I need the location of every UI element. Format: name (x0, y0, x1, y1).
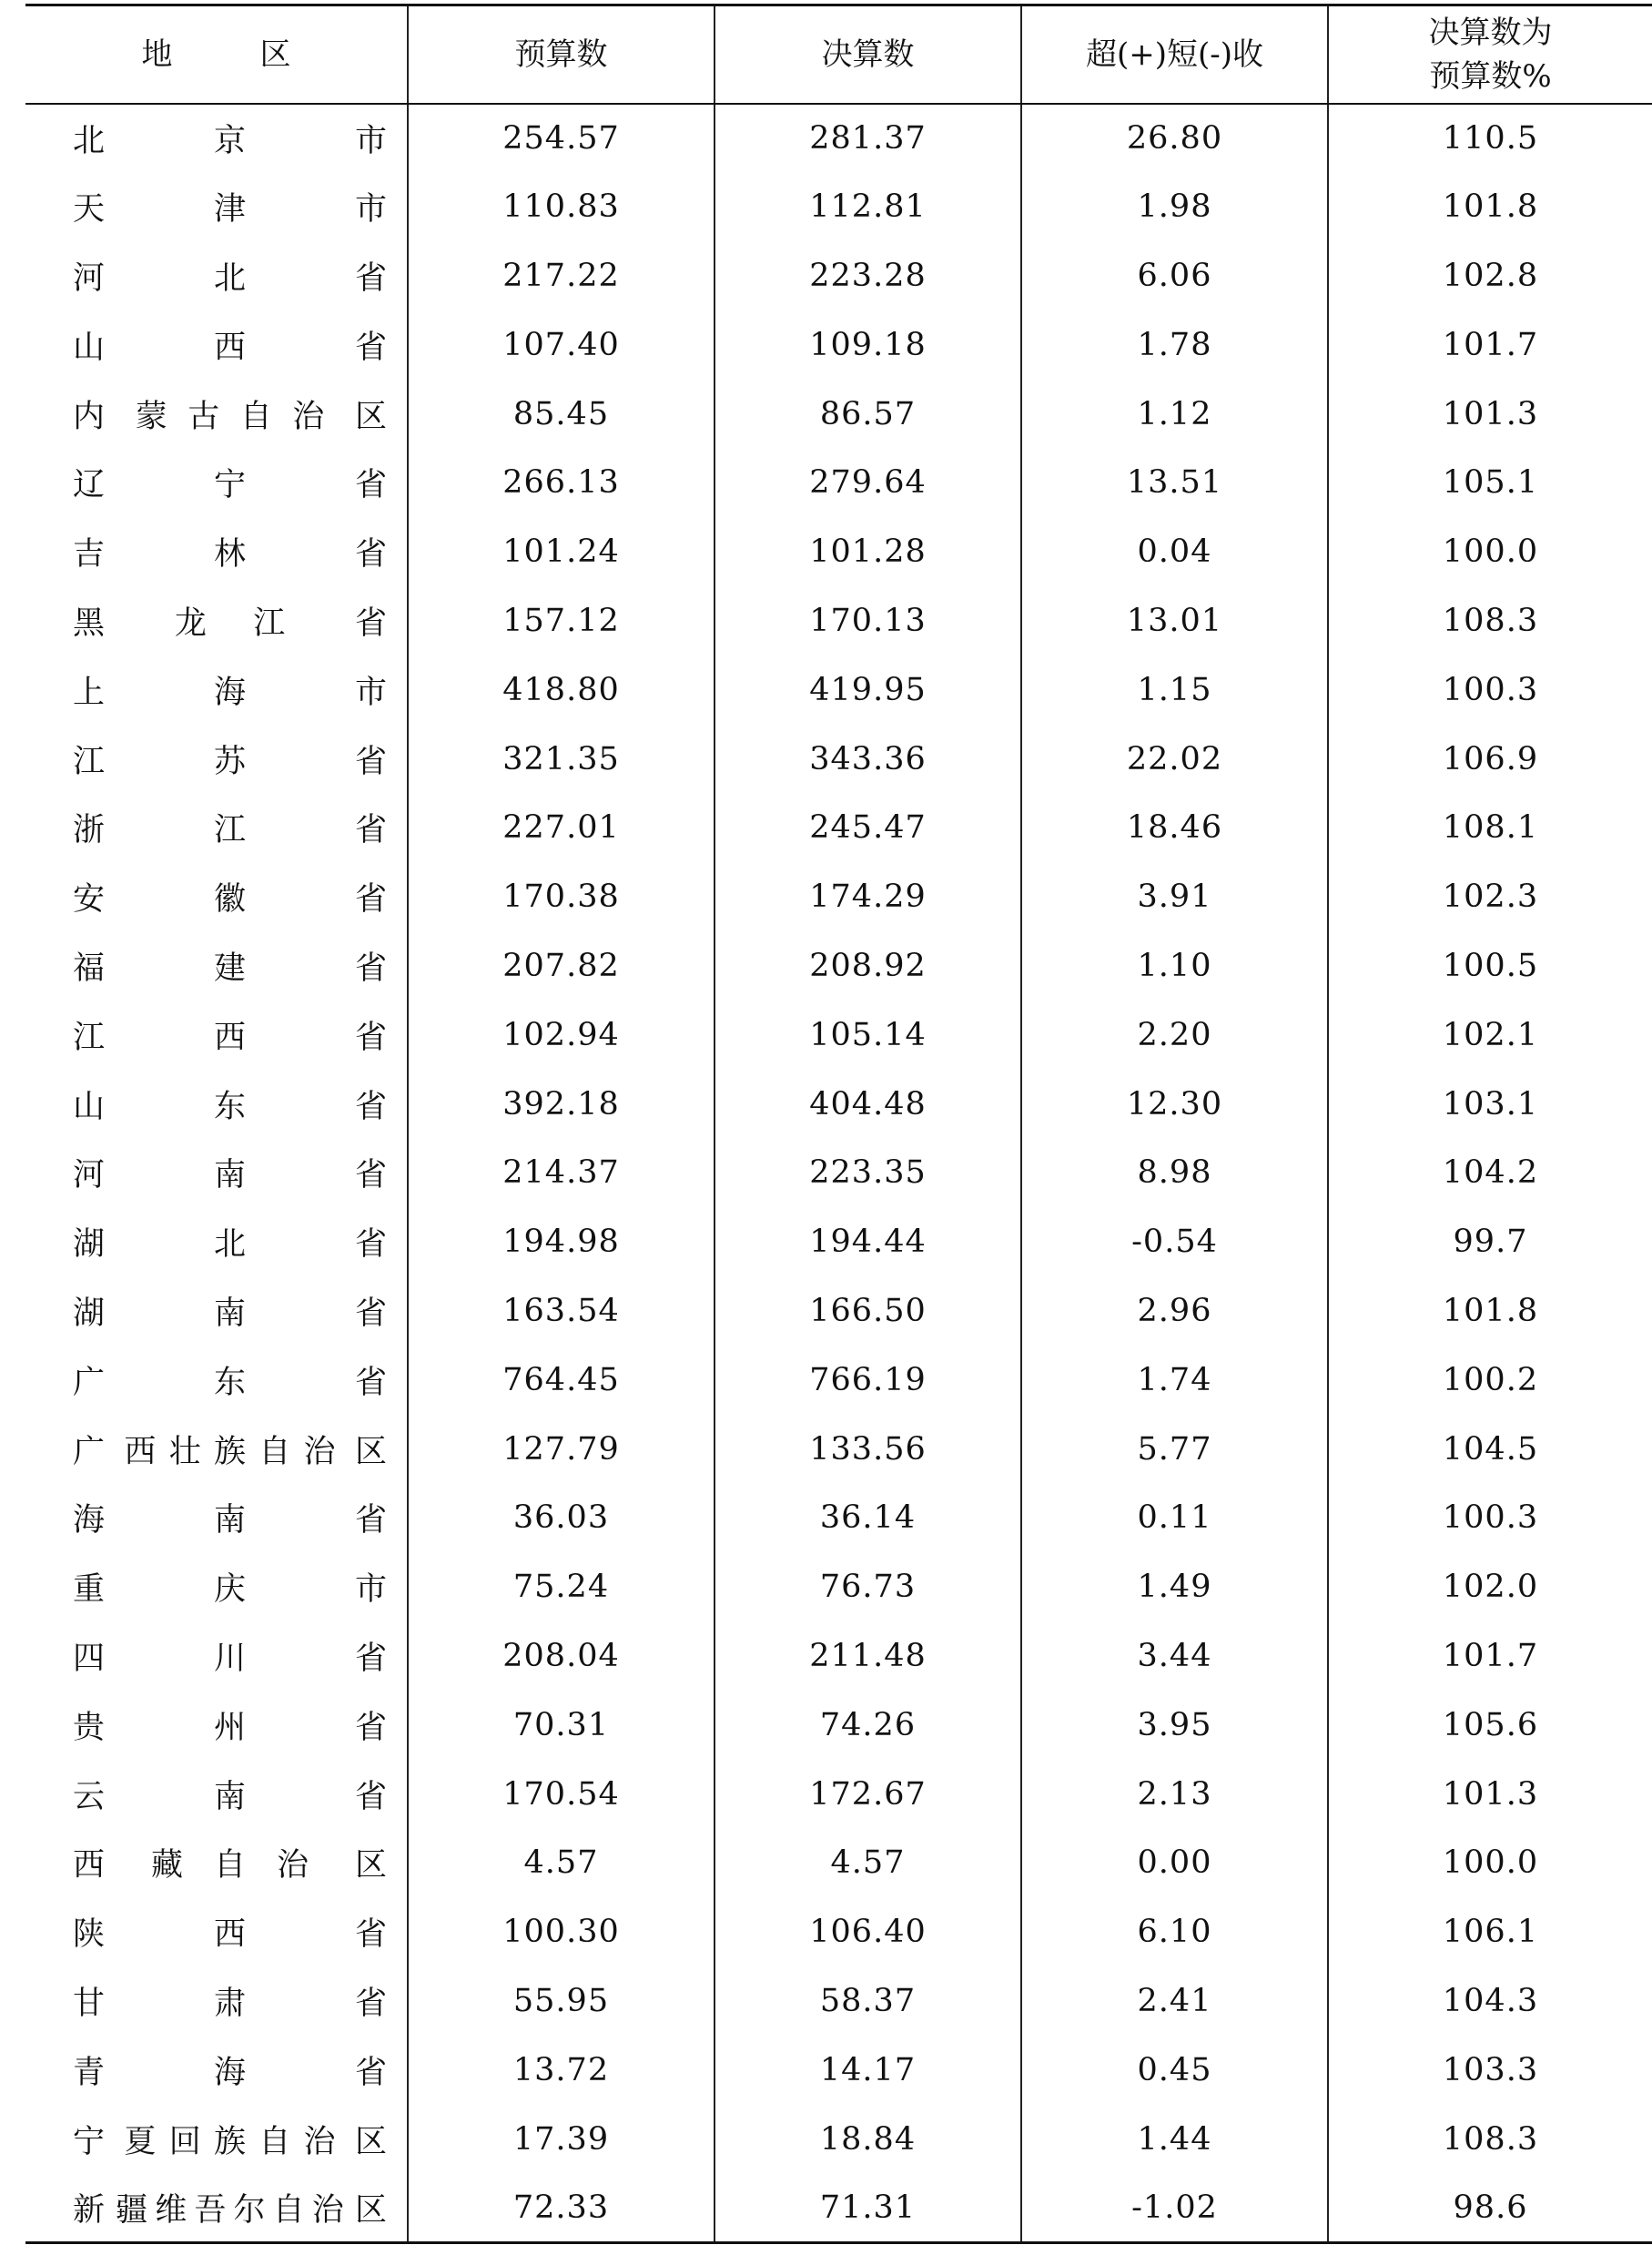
final-cell: 14.17 (715, 2036, 1021, 2105)
pct-cell: 105.6 (1328, 1691, 1652, 1760)
diff-cell: 0.04 (1021, 517, 1328, 586)
table-row (25, 1760, 1652, 1829)
final-cell: 101.28 (715, 517, 1021, 586)
budget-cell: 4.57 (408, 1828, 715, 1897)
diff-cell: -0.54 (1021, 1207, 1328, 1276)
pct-cell: 103.3 (1328, 2036, 1652, 2105)
table-row (25, 448, 1652, 517)
budget-cell: 72.33 (408, 2173, 715, 2242)
budget-cell: 764.45 (408, 1346, 715, 1415)
region-cell (25, 1483, 408, 1552)
budget-cell: 254.57 (408, 104, 715, 173)
region-cell (25, 1207, 408, 1276)
diff-cell: 1.15 (1021, 655, 1328, 725)
table-body (25, 104, 1652, 2243)
diff-cell: 18.46 (1021, 793, 1328, 862)
table-row (25, 1207, 1652, 1276)
pct-cell: 98.6 (1328, 2173, 1652, 2242)
pct-cell: 101.8 (1328, 172, 1652, 241)
budget-cell: 157.12 (408, 586, 715, 655)
table-row (25, 1483, 1652, 1552)
region-name: 甘 肃 省 (73, 1985, 387, 2022)
pct-cell: 100.3 (1328, 655, 1652, 725)
header-pct-line-2: 预算数% (1429, 57, 1552, 95)
final-cell: 109.18 (715, 310, 1021, 380)
diff-cell: 1.78 (1021, 310, 1328, 380)
final-cell: 86.57 (715, 380, 1021, 449)
diff-cell: 1.74 (1021, 1346, 1328, 1415)
pct-cell: 101.3 (1328, 1760, 1652, 1829)
table-row (25, 862, 1652, 931)
region-cell (25, 104, 408, 173)
region-name: 吉 林 省 (73, 536, 387, 574)
table-row (25, 725, 1652, 794)
region-name: 江 苏 省 (73, 743, 387, 780)
final-cell: 766.19 (715, 1346, 1021, 1415)
pct-cell: 100.5 (1328, 931, 1652, 1001)
region-name: 内 蒙 古 自 治 区 (73, 398, 387, 435)
region-name: 上 海 市 (73, 674, 387, 711)
final-cell: 281.37 (715, 104, 1021, 173)
final-cell: 71.31 (715, 2173, 1021, 2242)
table-row (25, 1691, 1652, 1760)
pct-cell: 105.1 (1328, 448, 1652, 517)
table-row (25, 931, 1652, 1001)
pct-cell: 102.1 (1328, 1001, 1652, 1070)
diff-cell: -1.02 (1021, 2173, 1328, 2242)
budget-cell: 321.35 (408, 725, 715, 794)
diff-cell: 0.00 (1021, 1828, 1328, 1897)
final-cell: 36.14 (715, 1483, 1021, 1552)
region-name: 天 津 市 (73, 191, 387, 229)
region-name: 陕 西 省 (73, 1916, 387, 1954)
table-row (25, 1001, 1652, 1070)
region-cell (25, 172, 408, 241)
region-cell (25, 725, 408, 794)
table-row (25, 380, 1652, 449)
region-name: 广 西 壮 族 自 治 区 (73, 1433, 387, 1470)
pct-cell: 102.3 (1328, 862, 1652, 931)
region-name: 宁 夏 回 族 自 治 区 (73, 2123, 387, 2160)
final-cell: 172.67 (715, 1760, 1021, 1829)
final-cell: 279.64 (715, 448, 1021, 517)
diff-cell: 0.45 (1021, 2036, 1328, 2105)
region-name: 重 庆 市 (73, 1571, 387, 1609)
region-cell (25, 1346, 408, 1415)
region-cell (25, 1897, 408, 1966)
region-cell (25, 655, 408, 725)
pct-cell: 108.3 (1328, 2105, 1652, 2174)
region-cell (25, 310, 408, 380)
table-row (25, 2036, 1652, 2105)
final-cell: 194.44 (715, 1207, 1021, 1276)
region-cell (25, 448, 408, 517)
table-row (25, 241, 1652, 310)
budget-cell: 85.45 (408, 380, 715, 449)
final-cell: 112.81 (715, 172, 1021, 241)
budget-cell: 75.24 (408, 1552, 715, 1621)
region-cell (25, 793, 408, 862)
pct-cell: 104.3 (1328, 1966, 1652, 2036)
header-diff: 超(+)短(-)收 (1021, 5, 1328, 104)
region-name: 湖 北 省 (73, 1226, 387, 1264)
budget-cell: 392.18 (408, 1070, 715, 1139)
diff-cell: 0.11 (1021, 1483, 1328, 1552)
region-cell (25, 1001, 408, 1070)
diff-cell: 3.91 (1021, 862, 1328, 931)
final-cell: 74.26 (715, 1691, 1021, 1760)
table-row (25, 1897, 1652, 1966)
table-row (25, 1138, 1652, 1207)
region-cell (25, 1621, 408, 1691)
region-cell (25, 241, 408, 310)
budget-table (25, 4, 1652, 2244)
budget-cell: 227.01 (408, 793, 715, 862)
table-row (25, 586, 1652, 655)
table-row (25, 2105, 1652, 2174)
table-row (25, 1346, 1652, 1415)
budget-cell: 55.95 (408, 1966, 715, 2036)
diff-cell: 8.98 (1021, 1138, 1328, 1207)
final-cell: 170.13 (715, 586, 1021, 655)
final-cell: 18.84 (715, 2105, 1021, 2174)
diff-cell: 2.20 (1021, 1001, 1328, 1070)
table-header (25, 5, 1652, 104)
header-region (25, 5, 408, 104)
budget-cell: 170.38 (408, 862, 715, 931)
diff-cell: 1.12 (1021, 380, 1328, 449)
table-row (25, 793, 1652, 862)
region-cell (25, 1552, 408, 1621)
table-row (25, 310, 1652, 380)
region-name: 江 西 省 (73, 1019, 387, 1056)
header-final: 决算数 (715, 5, 1021, 104)
pct-cell: 100.0 (1328, 1828, 1652, 1897)
budget-cell: 36.03 (408, 1483, 715, 1552)
region-cell (25, 1828, 408, 1897)
pct-cell: 106.9 (1328, 725, 1652, 794)
pct-cell: 101.7 (1328, 310, 1652, 380)
diff-cell: 5.77 (1021, 1415, 1328, 1484)
diff-cell: 13.51 (1021, 448, 1328, 517)
budget-cell: 17.39 (408, 2105, 715, 2174)
table-row (25, 2173, 1652, 2242)
pct-cell: 100.3 (1328, 1483, 1652, 1552)
final-cell: 245.47 (715, 793, 1021, 862)
budget-cell: 214.37 (408, 1138, 715, 1207)
pct-cell: 101.7 (1328, 1621, 1652, 1691)
budget-cell: 217.22 (408, 241, 715, 310)
region-name: 湖 南 省 (73, 1295, 387, 1332)
header-pct-line-1: 决算数为 (1428, 14, 1553, 51)
diff-cell: 2.96 (1021, 1276, 1328, 1346)
region-cell (25, 1966, 408, 2036)
final-cell: 223.28 (715, 241, 1021, 310)
region-cell (25, 1760, 408, 1829)
budget-cell: 102.94 (408, 1001, 715, 1070)
diff-cell: 1.49 (1021, 1552, 1328, 1621)
pct-cell: 102.0 (1328, 1552, 1652, 1621)
region-cell (25, 2036, 408, 2105)
region-cell (25, 1138, 408, 1207)
pct-cell: 104.2 (1328, 1138, 1652, 1207)
diff-cell: 3.95 (1021, 1691, 1328, 1760)
diff-cell: 22.02 (1021, 725, 1328, 794)
table-row (25, 517, 1652, 586)
region-name: 福 建 省 (73, 950, 387, 987)
final-cell: 133.56 (715, 1415, 1021, 1484)
pct-cell: 99.7 (1328, 1207, 1652, 1276)
budget-cell: 127.79 (408, 1415, 715, 1484)
pct-cell: 106.1 (1328, 1897, 1652, 1966)
region-cell (25, 2173, 408, 2242)
budget-cell: 100.30 (408, 1897, 715, 1966)
table-row (25, 104, 1652, 173)
budget-cell: 70.31 (408, 1691, 715, 1760)
diff-cell: 1.44 (1021, 2105, 1328, 2174)
pct-cell: 100.0 (1328, 517, 1652, 586)
region-name: 四 川 省 (73, 1640, 387, 1677)
diff-cell: 26.80 (1021, 104, 1328, 173)
diff-cell: 3.44 (1021, 1621, 1328, 1691)
table-row (25, 1552, 1652, 1621)
table-row (25, 1828, 1652, 1897)
header-pct (1328, 5, 1652, 104)
budget-cell: 170.54 (408, 1760, 715, 1829)
final-cell: 343.36 (715, 725, 1021, 794)
region-name: 安 徽 省 (73, 881, 387, 919)
region-name: 山 东 省 (73, 1088, 387, 1125)
region-name: 西 藏 自 治 区 (73, 1847, 387, 1884)
region-name: 青 海 省 (73, 2054, 387, 2091)
region-name: 云 南 省 (73, 1778, 387, 1815)
region-cell (25, 1070, 408, 1139)
pct-cell: 103.1 (1328, 1070, 1652, 1139)
budget-cell: 107.40 (408, 310, 715, 380)
region-name: 广 东 省 (73, 1364, 387, 1401)
region-cell (25, 517, 408, 586)
budget-cell: 266.13 (408, 448, 715, 517)
header-region-char-1: 地 (141, 36, 173, 73)
diff-cell: 1.10 (1021, 931, 1328, 1001)
final-cell: 223.35 (715, 1138, 1021, 1207)
region-cell (25, 1415, 408, 1484)
table-row (25, 655, 1652, 725)
pct-cell: 110.5 (1328, 104, 1652, 173)
diff-cell: 6.06 (1021, 241, 1328, 310)
region-cell (25, 1276, 408, 1346)
diff-cell: 13.01 (1021, 586, 1328, 655)
diff-cell: 12.30 (1021, 1070, 1328, 1139)
final-cell: 211.48 (715, 1621, 1021, 1691)
region-name: 黑 龙 江 省 (73, 604, 387, 642)
region-name: 海 南 省 (73, 1502, 387, 1539)
budget-cell: 13.72 (408, 2036, 715, 2105)
table-row (25, 1621, 1652, 1691)
region-cell (25, 586, 408, 655)
final-cell: 404.48 (715, 1070, 1021, 1139)
header-row (25, 5, 1652, 104)
budget-cell: 101.24 (408, 517, 715, 586)
pct-cell: 102.8 (1328, 241, 1652, 310)
region-name: 新 疆 维 吾 尔 自 治 区 (73, 2191, 387, 2229)
final-cell: 174.29 (715, 862, 1021, 931)
final-cell: 4.57 (715, 1828, 1021, 1897)
table-row (25, 172, 1652, 241)
budget-cell: 163.54 (408, 1276, 715, 1346)
pct-cell: 101.3 (1328, 380, 1652, 449)
final-cell: 58.37 (715, 1966, 1021, 2036)
budget-cell: 110.83 (408, 172, 715, 241)
header-budget: 预算数 (408, 5, 715, 104)
pct-cell: 108.3 (1328, 586, 1652, 655)
budget-cell: 194.98 (408, 1207, 715, 1276)
table-row (25, 1415, 1652, 1484)
budget-cell: 207.82 (408, 931, 715, 1001)
region-cell (25, 862, 408, 931)
region-name: 浙 江 省 (73, 812, 387, 849)
diff-cell: 2.13 (1021, 1760, 1328, 1829)
region-cell (25, 931, 408, 1001)
final-cell: 208.92 (715, 931, 1021, 1001)
region-name: 北 京 市 (73, 122, 387, 159)
region-name: 河 南 省 (73, 1157, 387, 1194)
budget-cell: 418.80 (408, 655, 715, 725)
region-cell (25, 2105, 408, 2174)
region-name: 辽 宁 省 (73, 467, 387, 504)
pct-cell: 101.8 (1328, 1276, 1652, 1346)
region-cell (25, 380, 408, 449)
diff-cell: 2.41 (1021, 1966, 1328, 2036)
diff-cell: 1.98 (1021, 172, 1328, 241)
final-cell: 166.50 (715, 1276, 1021, 1346)
region-name: 河 北 省 (73, 259, 387, 297)
header-region-char-2: 区 (259, 36, 291, 73)
diff-cell: 6.10 (1021, 1897, 1328, 1966)
final-cell: 105.14 (715, 1001, 1021, 1070)
table-row (25, 1070, 1652, 1139)
pct-cell: 104.5 (1328, 1415, 1652, 1484)
table-row (25, 1276, 1652, 1346)
final-cell: 76.73 (715, 1552, 1021, 1621)
final-cell: 106.40 (715, 1897, 1021, 1966)
table-row (25, 1966, 1652, 2036)
pct-cell: 100.2 (1328, 1346, 1652, 1415)
region-name: 山 西 省 (73, 329, 387, 366)
final-cell: 419.95 (715, 655, 1021, 725)
region-cell (25, 1691, 408, 1760)
pct-cell: 108.1 (1328, 793, 1652, 862)
region-name: 贵 州 省 (73, 1709, 387, 1746)
budget-cell: 208.04 (408, 1621, 715, 1691)
